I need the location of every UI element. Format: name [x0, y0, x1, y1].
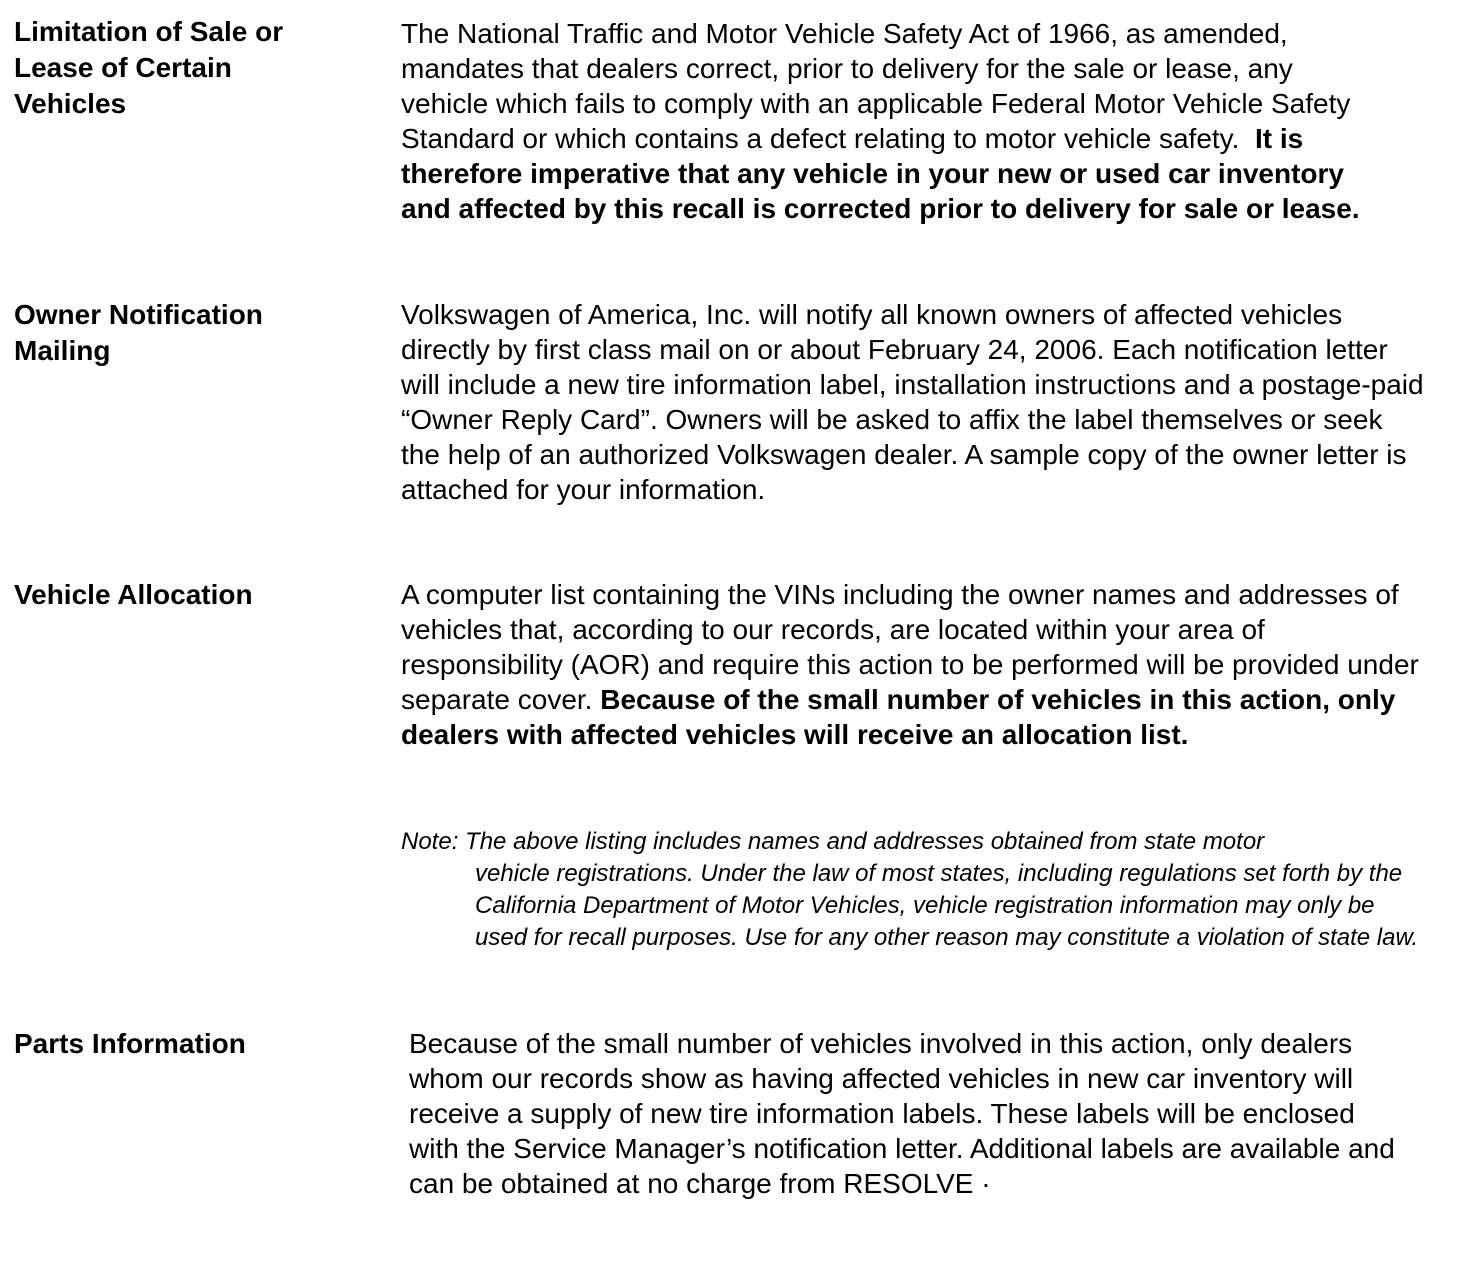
section-heading	[14, 14, 374, 122]
heading-line: Vehicle Allocation	[14, 579, 253, 610]
section-body	[409, 1026, 1409, 1201]
section-heading	[14, 1026, 374, 1062]
heading-line: Parts Information	[14, 1028, 246, 1059]
heading-line: Owner Notification	[14, 299, 263, 330]
heading-line: Lease of Certain	[14, 52, 232, 83]
body-normal-text: The National Traffic and Motor Vehicle Safety Act of 1966, as amended, mandates that dealers correct, prior to delivery for the sale or lease, any vehicle which fails to comply with an applicable Federal Motor Vehicle Safety Standard or which contains a defect relating to motor vehicle safety.	[401, 18, 1351, 154]
body-bold-text: Because of the small number of vehicles in this action, only dealers with affected vehicles will receive an allocation list.	[401, 684, 1396, 750]
heading-line: Limitation of Sale or	[14, 16, 284, 47]
body-bold-text: It is therefore imperative that any vehicle in your new or used car inventory and affected by this recall is corrected prior to delivery for sale or lease.	[401, 123, 1360, 224]
body-normal-text: A computer list containing the VINs including the owner names and addresses of vehicles that, according to our records, are located within your area of responsibility (AOR) and require this action to be performed will be provided under separate cover.	[401, 579, 1419, 715]
body-normal-text: Because of the small number of vehicles involved in this action, only dealers whom our records show as having affected vehicles in new car inventory will receive a supply of new tire information labels. These labels will be enclosed with the Service Manager’s notification letter. Additional labels are available and can be obtained at no charge from RESOLVE ·	[409, 1028, 1395, 1199]
section-heading	[14, 297, 374, 369]
note-continuation: vehicle registrations. Under the law of most states, including regulations set forth by the California Department of Motor Vehicles, vehicle registration information may only be used for recall purposes. Use for any other reason may constitute a violation of state law.	[475, 860, 1419, 951]
section-body	[401, 577, 1431, 752]
note-first-line: The above listing includes names and addresses obtained from state motor	[465, 828, 1265, 855]
heading-line: Mailing	[14, 335, 111, 366]
section-body	[401, 16, 1376, 226]
section-heading	[14, 577, 374, 613]
body-normal-text: Volkswagen of America, Inc. will notify all known owners of affected vehicles directly by first class mail on or about February 24, 2006. Each notification letter will include a new tire information label, installation instructions and a postage-paid “Owner Reply Card”. Owners will be asked to affix the label themselves or seek the help of an authorized Volkswagen dealer. A sample copy of the owner letter is attached for your information.	[401, 299, 1424, 505]
registration-note	[401, 826, 1421, 954]
section-body	[401, 297, 1426, 507]
note-label: Note:	[401, 828, 459, 855]
heading-line: Vehicles	[14, 88, 127, 119]
